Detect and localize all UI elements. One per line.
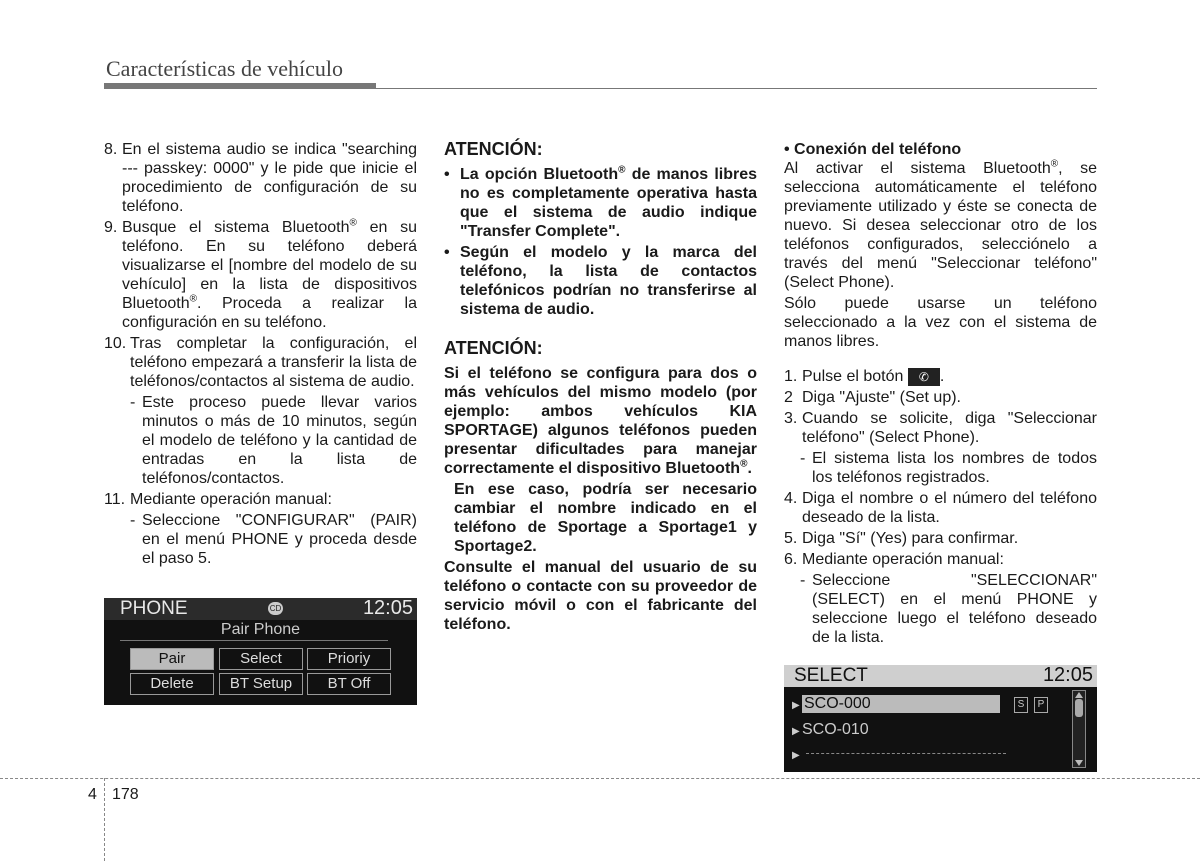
pair-button: Pair [130,648,214,670]
connection-paragraph-2: Sólo puede usarse un teléfono seleccionado a la vez con el sistema de manos libres. [784,295,1097,350]
step-11: 11. Mediante operación manual: [104,491,332,508]
s-tag-icon: S [1014,697,1028,713]
connect-step-2: 2 Diga "Ajuste" (Set up). [784,389,961,406]
connect-step-4: 4. Diga el nombre o el número del teléfono deseado de la lista. [784,490,1097,526]
step-8: 8. En el sistema audio se indica "searching --- passkey: 0000" y le pide que inicie el procedimiento de configuración de su teléfono. [104,141,417,215]
divider [120,640,388,641]
priority-button: Prioriy [307,648,391,670]
connect-step-5: 5. Diga "Sí" (Yes) para confirmar. [784,530,1019,547]
phone-screen-illustration [104,598,417,705]
attention-paragraph-1: Si el teléfono se configura para dos o más vehículos del mismo modelo (por ejemplo: ambos vehículos KIA SPORTAGE) algunos teléfonos pueden presentar dificultades para manejar correctamente el dispositivo Bluetooth®. [444,365,757,477]
page-header-title: Características de vehículo [106,56,344,81]
scroll-thumb [1075,699,1083,717]
connect-step-6: 6. Mediante operación manual: [784,551,1004,568]
connection-paragraph-1: Al activar el sistema Bluetooth®, se selecciona automáticamente el teléfono previamente utilizado y éste se conecta de nuevo. Si desea seleccionar otro de los teléfonos configurados, selecciónelo a través del menú "Seleccionar teléfono" (Select Phone). [784,158,1097,291]
attention-heading-1: ATENCIÓN: [444,139,543,159]
column-left [104,140,417,570]
p-tag-icon: P [1034,697,1048,713]
section-heading: • Conexión del teléfono [784,141,962,158]
header-rule-thin [104,88,1097,89]
chapter-number: 4 [88,786,97,803]
phone-screen-title: PHONE [120,598,188,619]
step-10-note: - Este proceso puede llevar varios minutos o más de 10 minutos, según el modelo de teléfono y la cantidad de entradas en la lista de teléfonos/contactos. [130,394,417,487]
page-number: 178 [112,786,139,803]
footer-rule [0,778,1200,779]
connect-step-3-note: - El sistema lista los nombres de todos los teléfonos registrados. [800,450,1097,486]
select-screen-title: SELECT [794,665,868,686]
scroll-down-icon [1075,760,1083,766]
attention-bullet-1: • La opción Bluetooth® de manos libres no es completamente operativa hasta que el sistema de audio indique "Transfer Complete". [444,164,758,240]
delete-button: Delete [130,673,214,695]
footer-divider [104,778,105,861]
attention-heading-2: ATENCIÓN: [444,338,543,358]
list-placeholder-line [806,753,1006,754]
phone-button-icon: ✆ [908,368,940,386]
column-middle [444,140,757,636]
phone-screen-time: 12:05 [362,598,413,619]
phone-screen-subtitle: Pair Phone [220,621,301,638]
select-screen-topbar [784,665,1097,687]
list-item: ▶ SCO-000 [792,695,1000,713]
list-item: ▶ SCO-010 [792,721,869,738]
attention-paragraph-2: En ese caso, podría ser necesario cambiar el nombre indicado en el teléfono de Sportage a Sportage1 y Sportage2. [454,481,757,555]
cd-icon: CD [269,604,282,613]
scroll-up-icon [1075,692,1083,698]
attention-paragraph-3: Consulte el manual del usuario de su teléfono o contacte con su proveedor de servicio móvil o con el fabricante del teléfono. [444,559,757,633]
connect-step-1: 1. Pulse el botón ✆ . [784,368,945,385]
connect-step-6-note: - Seleccione "SELECCIONAR" (SELECT) en el menú PHONE y seleccione luego el teléfono deseado de la lista. [800,572,1097,646]
step-9: 9. Busque el sistema Bluetooth® en su teléfono. En su teléfono deberá visualizarse el [nombre del modelo de su vehículo] en la lista de dispositivos Bluetooth®. Proceda a realizar la configuración en su teléfono. [104,217,417,331]
scrollbar [1072,690,1086,768]
phone-screen-topbar [104,598,417,620]
list-item: ▶ [792,750,800,761]
select-screen-time: 12:05 [1042,665,1093,686]
bt-off-button: BT Off [307,673,391,695]
step-11-note: - Seleccione "CONFIGURAR" (PAIR) en el menú PHONE y proceda desde el paso 5. [130,512,417,567]
bt-setup-button: BT Setup [219,673,303,695]
step-10: 10. Tras completar la configuración, el teléfono empezará a transferir la lista de teléfonos/contactos al sistema de audio. [104,335,417,390]
select-screen-illustration [784,665,1097,772]
select-button: Select [219,648,303,670]
attention-bullet-2: • Según el modelo y la marca del teléfono, la lista de contactos telefónicos podrían no transferirse al sistema de audio. [444,244,757,318]
connect-step-3: 3. Cuando se solicite, diga "Seleccionar teléfono" (Select Phone). [784,410,1097,446]
column-right [784,140,1097,649]
